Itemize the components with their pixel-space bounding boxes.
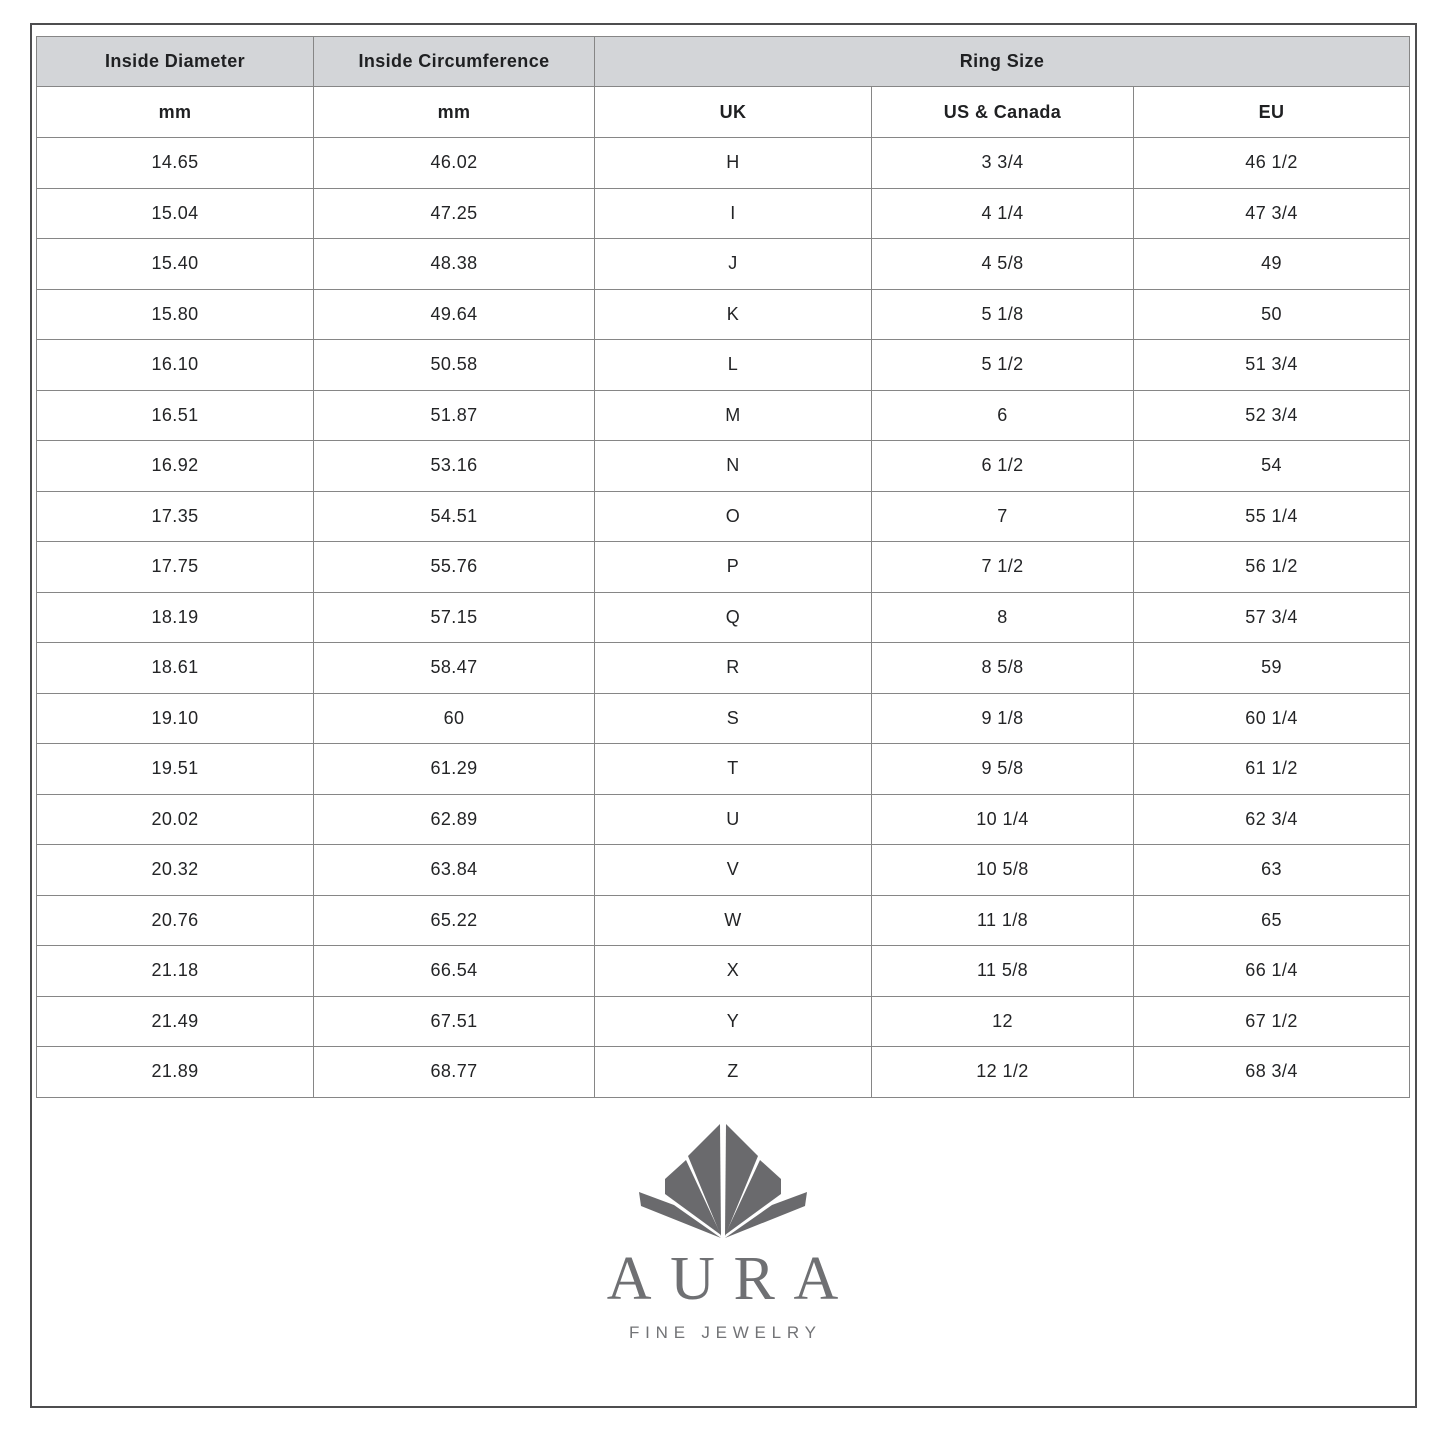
column-header-ring-size: Ring Size (595, 37, 1410, 87)
table-cell: 55.76 (314, 542, 595, 593)
table-cell: Y (595, 996, 872, 1047)
table-cell: K (595, 289, 872, 340)
table-cell: Q (595, 592, 872, 643)
table-row (37, 239, 1410, 290)
table-cell: 63 (1134, 845, 1410, 896)
table-row (37, 996, 1410, 1047)
table-cell: I (595, 188, 872, 239)
unit-header-us-canada: US & Canada (872, 87, 1134, 138)
table-cell: 6 1/2 (872, 441, 1134, 492)
table-row (37, 542, 1410, 593)
table-cell: 20.76 (37, 895, 314, 946)
table-cell: 18.61 (37, 643, 314, 694)
table-cell: L (595, 340, 872, 391)
table-row (37, 188, 1410, 239)
table-cell: 7 1/2 (872, 542, 1134, 593)
table-cell: 49 (1134, 239, 1410, 290)
column-header-inside-diameter: Inside Diameter (37, 37, 314, 87)
table-cell: 8 (872, 592, 1134, 643)
table-cell: P (595, 542, 872, 593)
unit-header-uk: UK (595, 87, 872, 138)
table-cell: R (595, 643, 872, 694)
table-cell: 12 1/2 (872, 1047, 1134, 1098)
table-cell: 58.47 (314, 643, 595, 694)
table-cell: 55 1/4 (1134, 491, 1410, 542)
table-cell: 17.75 (37, 542, 314, 593)
table-row (37, 289, 1410, 340)
table-cell: 16.51 (37, 390, 314, 441)
group-header-row (37, 37, 1410, 87)
table-cell: 60 (314, 693, 595, 744)
table-cell: W (595, 895, 872, 946)
brand-tagline: FINE JEWELRY (628, 1323, 822, 1342)
table-cell: 9 5/8 (872, 744, 1134, 795)
table-cell: 16.92 (37, 441, 314, 492)
table-cell: 66 1/4 (1134, 946, 1410, 997)
table-cell: 53.16 (314, 441, 595, 492)
brand-logo (0, 1122, 1445, 1341)
table-cell: H (595, 138, 872, 189)
table-cell: 6 (872, 390, 1134, 441)
table-row (37, 643, 1410, 694)
table-cell: 61.29 (314, 744, 595, 795)
table-cell: 21.49 (37, 996, 314, 1047)
table-cell: 15.04 (37, 188, 314, 239)
table-cell: 10 1/4 (872, 794, 1134, 845)
table-cell: 63.84 (314, 845, 595, 896)
table-cell: 4 1/4 (872, 188, 1134, 239)
table-row (37, 845, 1410, 896)
table-row (37, 138, 1410, 189)
table-cell: 65 (1134, 895, 1410, 946)
table-cell: 59 (1134, 643, 1410, 694)
table-cell: 47.25 (314, 188, 595, 239)
table-row (37, 794, 1410, 845)
table-cell: 5 1/8 (872, 289, 1134, 340)
unit-header-eu: EU (1134, 87, 1410, 138)
table-cell: 46 1/2 (1134, 138, 1410, 189)
table-cell: 14.65 (37, 138, 314, 189)
table-cell: 18.19 (37, 592, 314, 643)
table-cell: 20.02 (37, 794, 314, 845)
table-cell: 57 3/4 (1134, 592, 1410, 643)
table-cell: 19.10 (37, 693, 314, 744)
table-cell: 49.64 (314, 289, 595, 340)
table-cell: 16.10 (37, 340, 314, 391)
table-cell: 56 1/2 (1134, 542, 1410, 593)
table-cell: 12 (872, 996, 1134, 1047)
table-row (37, 390, 1410, 441)
table-cell: 67.51 (314, 996, 595, 1047)
table-cell: 11 5/8 (872, 946, 1134, 997)
table-cell: 3 3/4 (872, 138, 1134, 189)
table-cell: 7 (872, 491, 1134, 542)
table-cell: O (595, 491, 872, 542)
table-cell: 65.22 (314, 895, 595, 946)
table-cell: 21.18 (37, 946, 314, 997)
table-cell: 11 1/8 (872, 895, 1134, 946)
table-cell: 46.02 (314, 138, 595, 189)
table-cell: 68.77 (314, 1047, 595, 1098)
table-cell: 54.51 (314, 491, 595, 542)
table-row (37, 592, 1410, 643)
table-cell: 52 3/4 (1134, 390, 1410, 441)
table-cell: 15.80 (37, 289, 314, 340)
table-cell: 62 3/4 (1134, 794, 1410, 845)
unit-header-mm-diameter: mm (37, 87, 314, 138)
table-row (37, 441, 1410, 492)
table-cell: 68 3/4 (1134, 1047, 1410, 1098)
table-cell: 50.58 (314, 340, 595, 391)
table-row (37, 340, 1410, 391)
column-header-inside-circumference: Inside Circumference (314, 37, 595, 87)
table-cell: 15.40 (37, 239, 314, 290)
table-cell: X (595, 946, 872, 997)
table-cell: 57.15 (314, 592, 595, 643)
table-row (37, 491, 1410, 542)
table-cell: T (595, 744, 872, 795)
table-row (37, 946, 1410, 997)
unit-header-mm-circumference: mm (314, 87, 595, 138)
ring-size-table (36, 36, 1410, 1098)
table-cell: 48.38 (314, 239, 595, 290)
table-cell: 60 1/4 (1134, 693, 1410, 744)
table-cell: 62.89 (314, 794, 595, 845)
table-row (37, 693, 1410, 744)
table-cell: U (595, 794, 872, 845)
table-row (37, 1047, 1410, 1098)
table-cell: 4 5/8 (872, 239, 1134, 290)
table-cell: Z (595, 1047, 872, 1098)
table-cell: 47 3/4 (1134, 188, 1410, 239)
table-cell: 54 (1134, 441, 1410, 492)
table-cell: S (595, 693, 872, 744)
table-cell: 9 1/8 (872, 693, 1134, 744)
table-cell: 21.89 (37, 1047, 314, 1098)
table-cell: V (595, 845, 872, 896)
table-cell: 67 1/2 (1134, 996, 1410, 1047)
table-cell: 20.32 (37, 845, 314, 896)
table-cell: 5 1/2 (872, 340, 1134, 391)
table-cell: 51 3/4 (1134, 340, 1410, 391)
table-cell: 66.54 (314, 946, 595, 997)
table-cell: 17.35 (37, 491, 314, 542)
table-cell: 8 5/8 (872, 643, 1134, 694)
table-cell: N (595, 441, 872, 492)
unit-header-row (37, 87, 1410, 138)
table-cell: J (595, 239, 872, 290)
table-row (37, 744, 1410, 795)
table-row (37, 895, 1410, 946)
table-cell: 50 (1134, 289, 1410, 340)
table-cell: 61 1/2 (1134, 744, 1410, 795)
table-cell: 10 5/8 (872, 845, 1134, 896)
table-cell: M (595, 390, 872, 441)
table-cell: 19.51 (37, 744, 314, 795)
brand-name: AURA (606, 1245, 857, 1313)
table-cell: 51.87 (314, 390, 595, 441)
table-header (37, 37, 1410, 138)
fan-gem-icon (636, 1122, 810, 1240)
table-body (37, 138, 1410, 1098)
